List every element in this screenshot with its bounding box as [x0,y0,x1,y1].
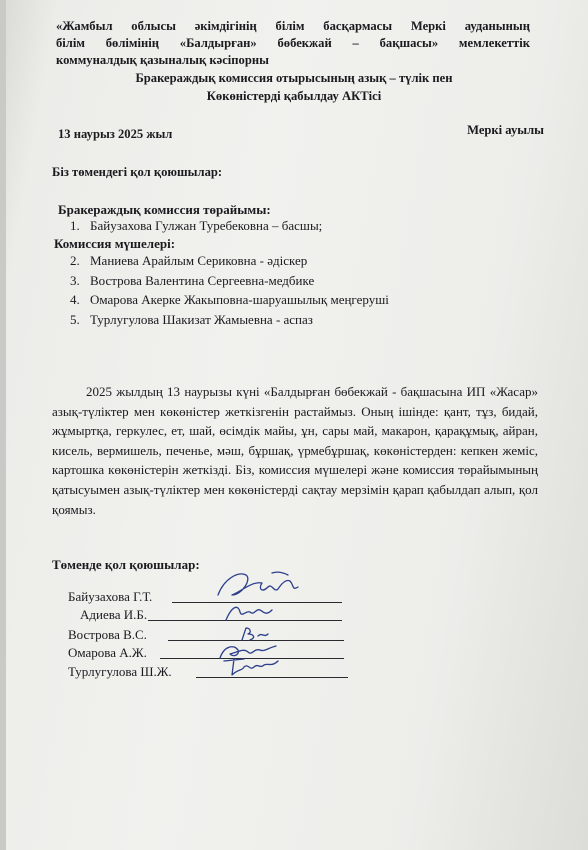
signatures-heading: Төменде қол қоюшылар: [52,557,200,572]
signatory-name: Вострова В.С. [68,627,147,642]
list-number: 4. [70,292,80,307]
list-number: 2. [70,253,80,268]
member-name: Омарова Акерке Жакыповна-шаруашылық меңгеруші [90,292,389,307]
chair-item [70,218,322,234]
signatory-name: Омарова А.Ж. [68,645,147,660]
page-fold-shadow [0,0,6,850]
member-name: Турлугулова Шакизат Жамыевна - аспаз [90,312,313,327]
act-body-paragraph: 2025 жылдың 13 наурызы күні «Балдырған бөбекжай - бақшасына ИП «Жасар» азық-түліктер мен көкөністер жеткізгенін растаймыз. Оның ішінде: қант, тұз, бидай, жұмыртқа, геркулес, ет, шай, өсімдік майы, ұн, сары май, макарон, қарақұмық, айран, кисель, вермишель, печенье, мәш, бұршақ, үрмебұршақ, көкөністерден: кепкен жеміс, картошка көкөністерін жеткізді. Біз, комиссия мүшелері және комиссия төрайымының қатысуымен азық-түліктер мен көкөністерді сақтау мерзімін қарап қабылдап алып, қол қоямыз. [52,384,538,517]
handwritten-signature [222,600,282,624]
signatory-name: Байузахова Г.Т. [68,589,153,604]
signatory-name: Адиева И.Б. [80,607,148,622]
chair-heading: Бракераждық комиссия төрайымы: [58,202,271,217]
list-number: 1. [70,218,80,233]
header-line-2: білім бөлімінің «Балдырған» бөбекжай – бақшасы» мемлекеттік [56,36,530,50]
intro-line: Біз төмендегі қол қоюшылар: [52,165,223,179]
handwritten-signature [220,653,290,681]
list-number: 3. [70,273,80,288]
member-item [70,273,314,289]
members-heading: Комиссия мүшелері: [54,236,176,251]
document-place: Меркі ауылы [467,123,544,137]
list-number: 5. [70,312,80,327]
header-line-3: коммуналдық қазыналық кәсіпорны [56,53,269,67]
header-line-1: «Жамбыл облысы әкімдігінің білім басқармасы Меркі ауданының [56,19,530,33]
member-item [70,312,313,328]
organization-header [56,18,530,69]
act-title-line-2: Көкөністерді қабылдау АКТісі [206,89,382,103]
member-item [70,253,307,269]
chair-name: Байузахова Гулжан Туребековна – басшы; [90,218,323,233]
member-item [70,292,389,308]
member-name: Вострова Валентина Сергеевна-медбике [90,273,315,288]
signatory-name: Турлугулова Ш.Ж. [68,664,172,679]
document-date: 13 наурыз 2025 жыл [58,127,173,141]
member-name: Маниева Арайлым Сериковна - әдіскер [90,253,308,268]
act-title-line-1: Бракераждық комиссия отырысының азық – түлік пен [135,71,453,85]
